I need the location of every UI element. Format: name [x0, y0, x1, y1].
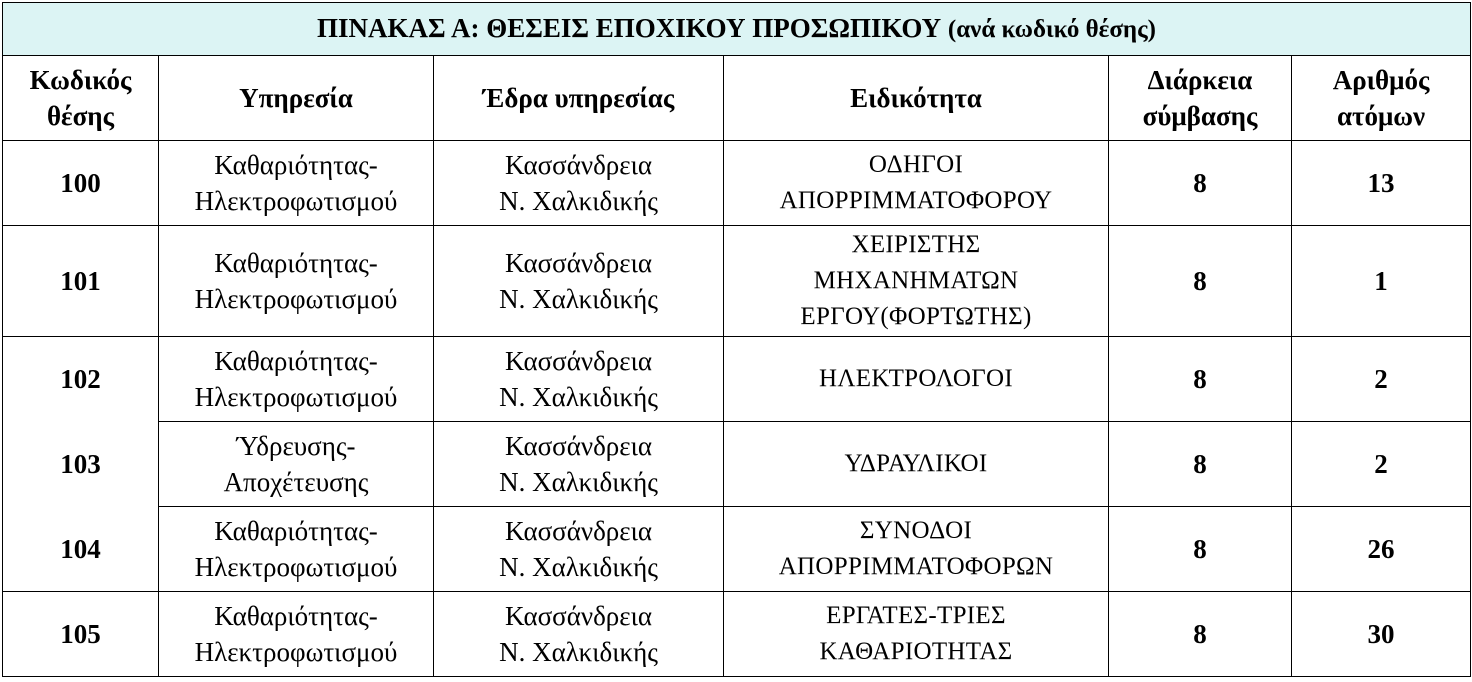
code-cell: 104 [3, 507, 159, 592]
location-cell: Κασσάνδρεια Ν. Χαλκιδικής [434, 226, 724, 337]
table-title [3, 3, 1471, 56]
code-cell: 100 [3, 141, 159, 226]
table-row [3, 422, 1471, 507]
table-row [3, 337, 1471, 422]
duration-cell: 8 [1109, 422, 1292, 507]
specialty-cell: ΥΔΡΑΥΛΙΚΟΙ [724, 422, 1109, 507]
service-cell: Καθαριότητας- Ηλεκτροφωτισμού [159, 141, 434, 226]
header-specialty: Ειδικότητα [724, 56, 1109, 141]
header-count: Αριθμός ατόμων [1292, 56, 1471, 141]
service-cell: Καθαριότητας- Ηλεκτροφωτισμού [159, 226, 434, 337]
header-row [3, 56, 1471, 141]
title-row [3, 3, 1471, 56]
table-row [3, 592, 1471, 677]
positions-table [2, 2, 1471, 677]
count-cell: 26 [1292, 507, 1471, 592]
count-cell: 13 [1292, 141, 1471, 226]
table-title-sub: (ανά κωδικό θέσης) [947, 16, 1156, 43]
specialty-cell: ΕΡΓΑΤΕΣ-ΤΡΙΕΣ ΚΑΘΑΡΙΟΤΗΤΑΣ [724, 592, 1109, 677]
service-cell: Καθαριότητας- Ηλεκτροφωτισμού [159, 592, 434, 677]
specialty-cell: ΣΥΝΟΔΟΙ ΑΠΟΡΡΙΜΜΑΤΟΦΟΡΩΝ [724, 507, 1109, 592]
count-cell: 1 [1292, 226, 1471, 337]
location-cell: Κασσάνδρεια Ν. Χαλκιδικής [434, 507, 724, 592]
header-code: Κωδικός θέσης [3, 56, 159, 141]
table-title-main: ΠΙΝΑΚΑΣ Α: ΘΕΣΕΙΣ ΕΠΟΧΙΚΟΥ ΠΡΟΣΩΠΙΚΟΥ [317, 13, 942, 43]
table-row [3, 507, 1471, 592]
service-cell: Ύδρευσης- Αποχέτευσης [159, 422, 434, 507]
code-cell: 102 [3, 337, 159, 422]
code-cell: 103 [3, 422, 159, 507]
duration-cell: 8 [1109, 141, 1292, 226]
duration-cell: 8 [1109, 226, 1292, 337]
duration-cell: 8 [1109, 337, 1292, 422]
location-cell: Κασσάνδρεια Ν. Χαλκιδικής [434, 141, 724, 226]
service-cell: Καθαριότητας- Ηλεκτροφωτισμού [159, 507, 434, 592]
location-cell: Κασσάνδρεια Ν. Χαλκιδικής [434, 592, 724, 677]
header-duration: Διάρκεια σύμβασης [1109, 56, 1292, 141]
count-cell: 2 [1292, 337, 1471, 422]
specialty-cell: ΗΛΕΚΤΡΟΛΟΓΟΙ [724, 337, 1109, 422]
header-location: Έδρα υπηρεσίας [434, 56, 724, 141]
count-cell: 2 [1292, 422, 1471, 507]
location-cell: Κασσάνδρεια Ν. Χαλκιδικής [434, 337, 724, 422]
code-cell: 101 [3, 226, 159, 337]
table-row [3, 226, 1471, 337]
table-row [3, 141, 1471, 226]
specialty-cell: ΧΕΙΡΙΣΤΗΣ ΜΗΧΑΝΗΜΑΤΩΝ ΕΡΓΟΥ(ΦΟΡΤΩΤΗΣ) [724, 226, 1109, 337]
location-cell: Κασσάνδρεια Ν. Χαλκιδικής [434, 422, 724, 507]
header-service: Υπηρεσία [159, 56, 434, 141]
duration-cell: 8 [1109, 592, 1292, 677]
duration-cell: 8 [1109, 507, 1292, 592]
code-cell: 105 [3, 592, 159, 677]
count-cell: 30 [1292, 592, 1471, 677]
specialty-cell: ΟΔΗΓΟΙ ΑΠΟΡΡΙΜΜΑΤΟΦΟΡΟΥ [724, 141, 1109, 226]
service-cell: Καθαριότητας- Ηλεκτροφωτισμού [159, 337, 434, 422]
